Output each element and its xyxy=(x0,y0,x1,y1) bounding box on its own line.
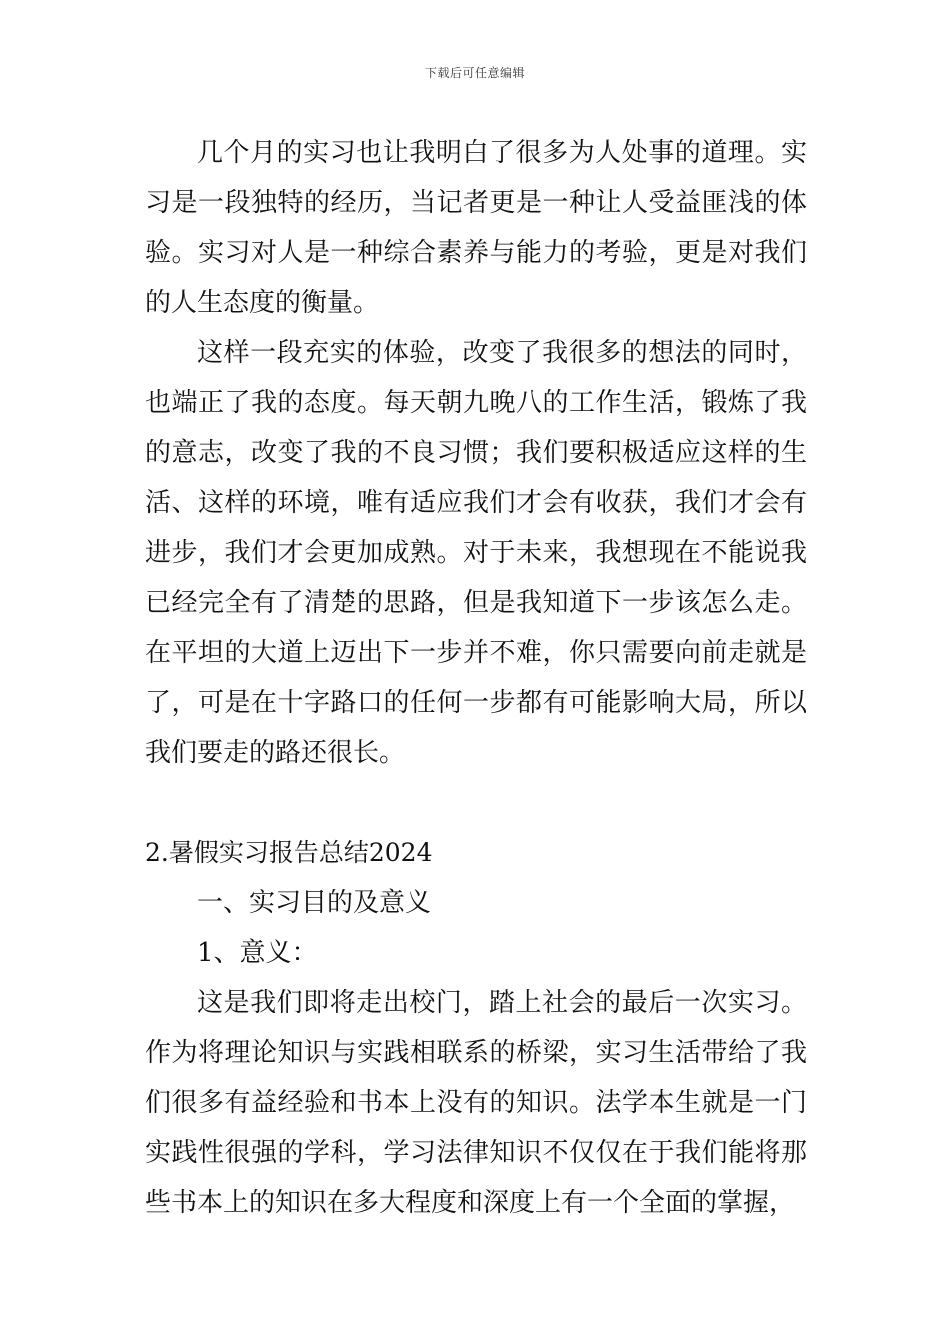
paragraph-gap xyxy=(145,778,807,828)
paragraph-meaning: 这是我们即将走出校门，踏上社会的最后一次实习。作为将理论知识与实践相联系的桥梁，实习生活带给了我们很多有益经验和书本上没有的知识。法学本生就是一门实践性很强的学科，学习法律知识不仅仅在于我们能将那些书本上的知识在多大程度和深度上有一个全面的掌握， xyxy=(145,988,807,1218)
paragraph-internship-lessons: 几个月的实习也让我明白了很多为人处事的道理。实习是一段独特的经历，当记者更是一种让人受益匪浅的体验。实习对人是一种综合素养与能力的考验，更是对我们的人生态度的衡量。 xyxy=(145,138,807,318)
paragraph-experience-change: 这样一段充实的体验，改变了我很多的想法的同时，也端正了我的态度。每天朝九晚八的工作生活，锻炼了我的意志，改变了我的不良习惯；我们要积极适应这样的生活、这样的环境，唯有适应我们才会有收获，我们才会有进步，我们才会更加成熟。对于未来，我想现在不能说我已经完全有了清楚的思路，但是我知道下一步该怎么走。在平坦的大道上迈出下一步并不难，你只需要向前走就是了，可是在十字路口的任何一步都有可能影响大局，所以我们要走的路还很长。 xyxy=(145,338,807,768)
section-title: 2.暑假实习报告总结2024 xyxy=(145,838,433,867)
page-header: 下载后可任意编辑 xyxy=(424,66,525,80)
subheading-meaning: 1、意义： xyxy=(197,938,318,968)
document-body xyxy=(145,128,807,1228)
subheading-purpose: 一、实习目的及意义 xyxy=(197,888,432,918)
